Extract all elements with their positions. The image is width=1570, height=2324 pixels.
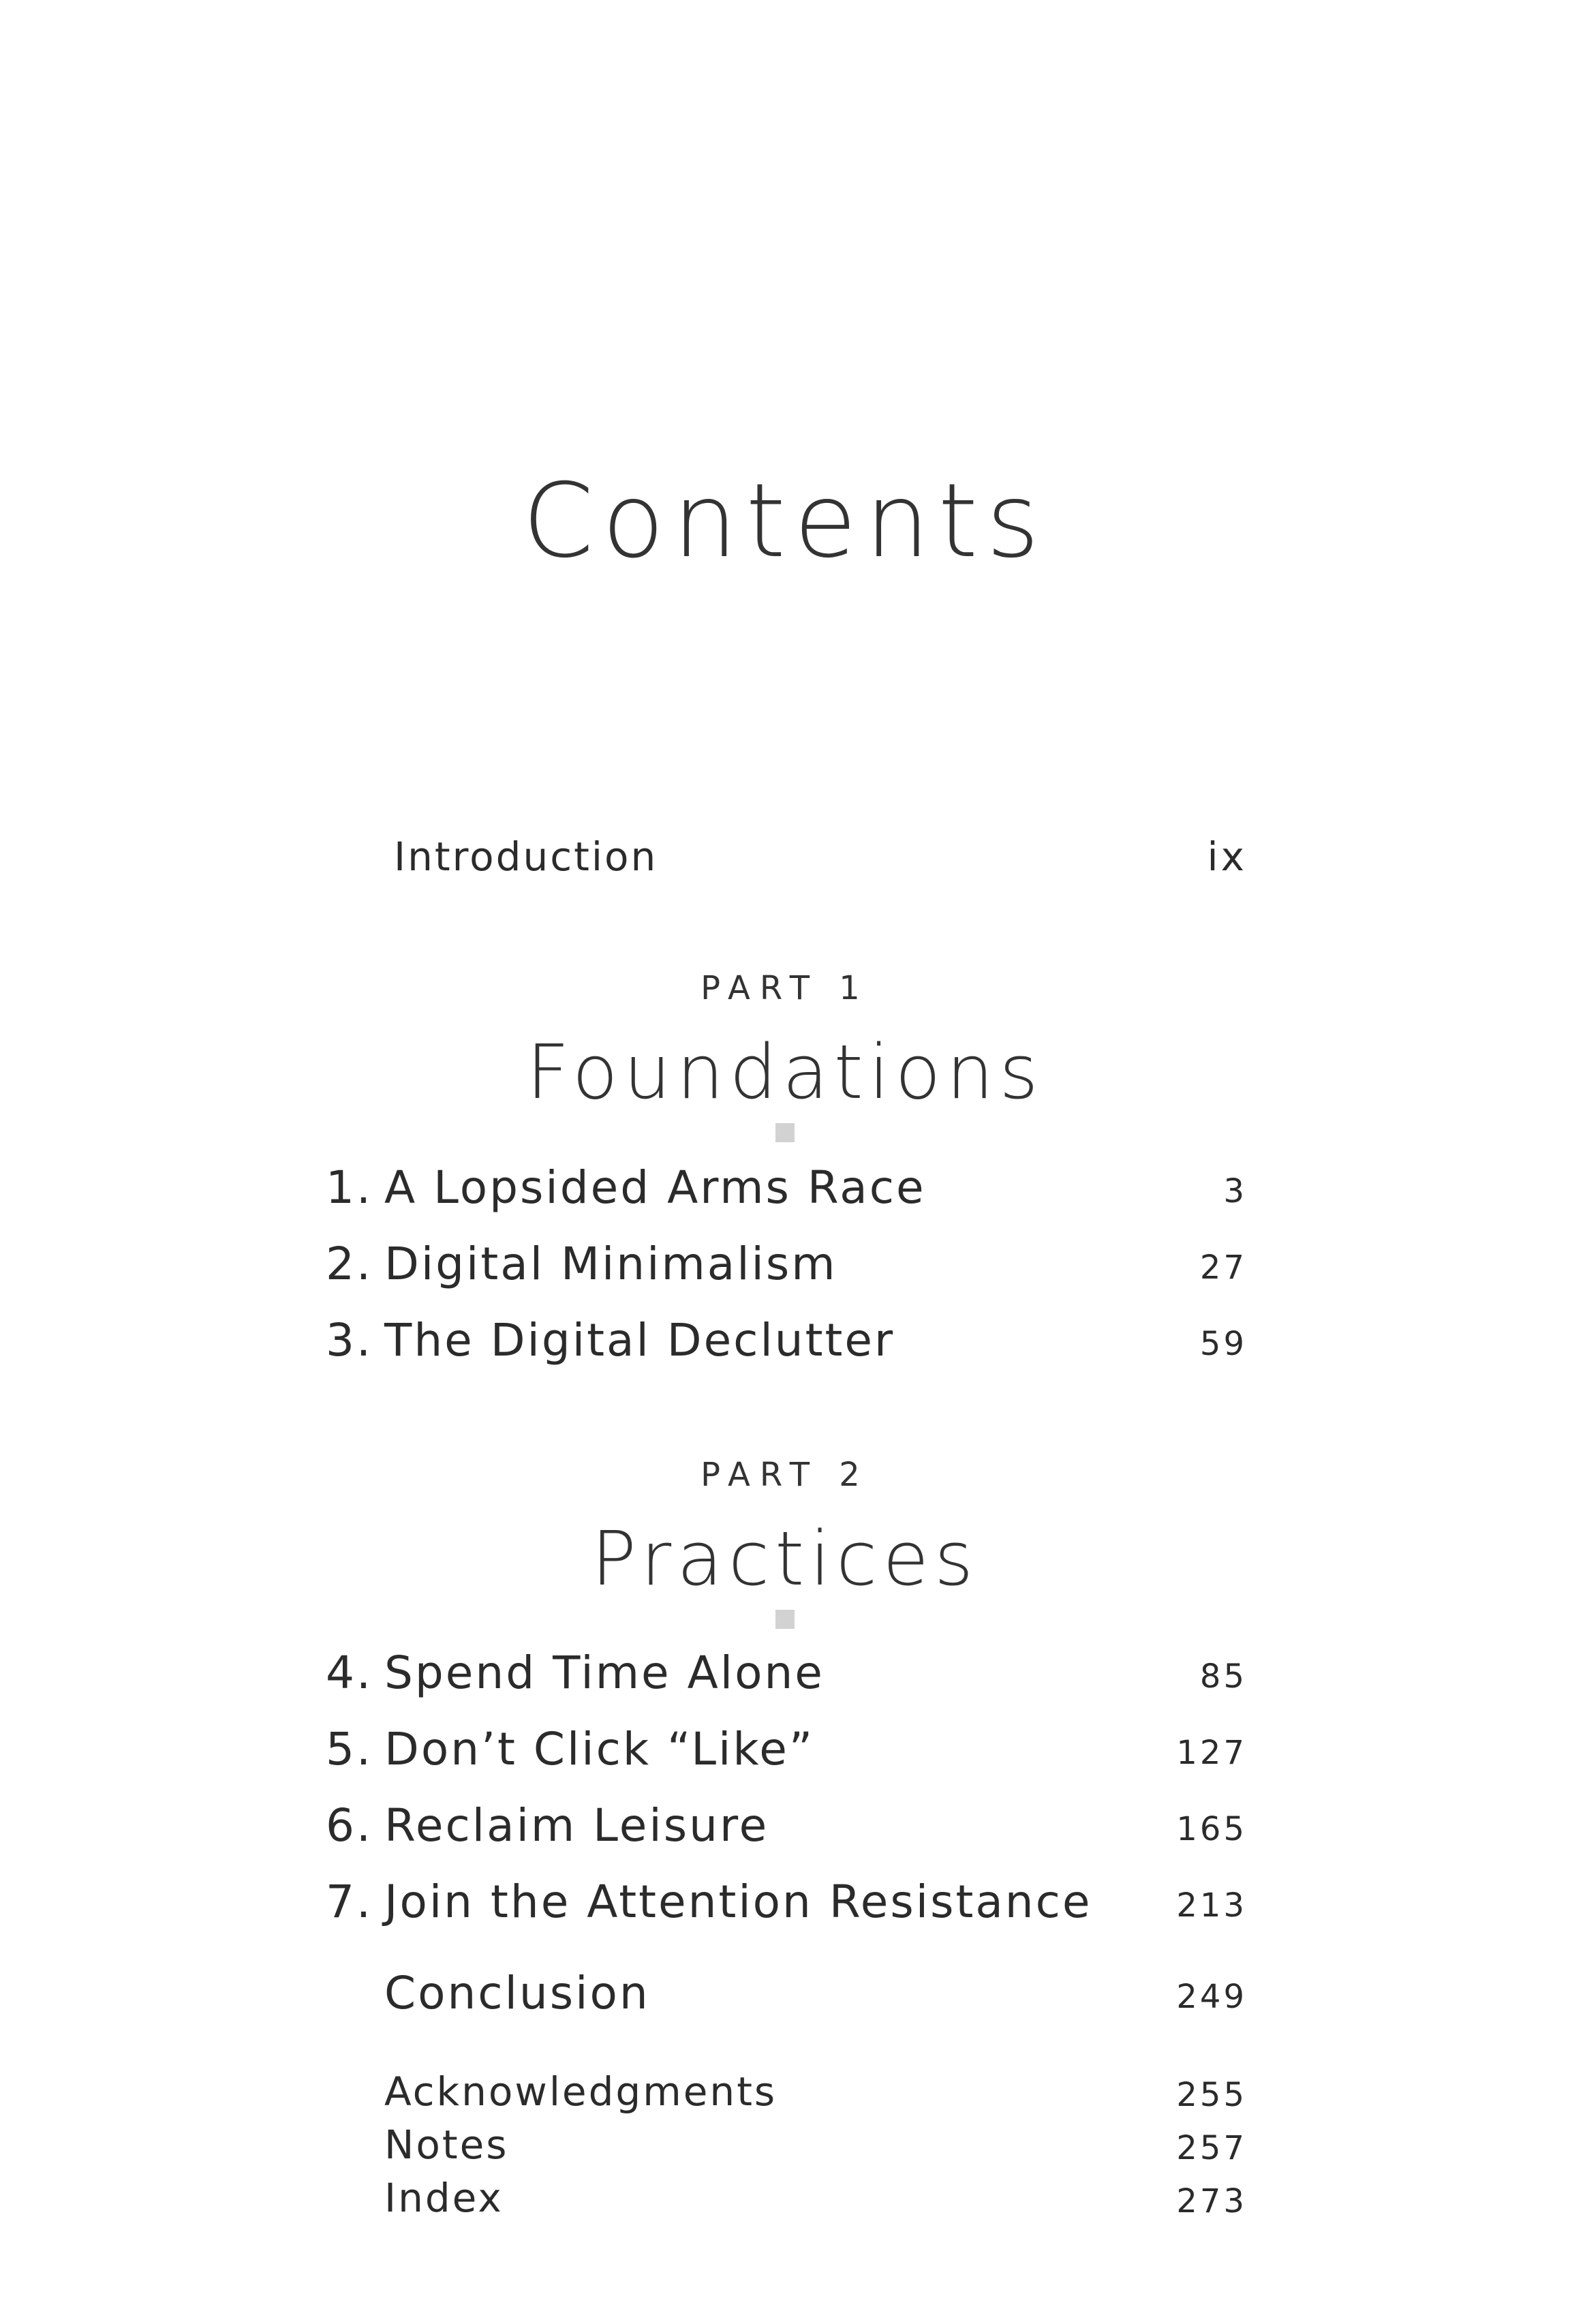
toc-notes-label[interactable]: Notes: [384, 2122, 509, 2168]
chapter-6-title[interactable]: Reclaim Leisure: [384, 1799, 769, 1852]
chapter-2-title[interactable]: Digital Minimalism: [384, 1238, 837, 1290]
chapter-7-page: 213: [1176, 1886, 1247, 1925]
chapter-5-title[interactable]: Don’t Click “Like”: [384, 1723, 815, 1775]
chapter-1-page: 3: [1223, 1172, 1247, 1210]
part-2-divider-square: [775, 1610, 795, 1629]
chapter-3-number: 3.: [326, 1314, 373, 1366]
toc-index-page: 273: [1176, 2182, 1247, 2220]
toc-introduction-page: ix: [1207, 834, 1247, 880]
chapter-3-title[interactable]: The Digital Declutter: [384, 1314, 895, 1366]
chapter-2-page: 27: [1199, 1249, 1247, 1287]
chapter-4-number: 4.: [326, 1647, 373, 1699]
chapter-7-number: 7.: [326, 1876, 373, 1928]
toc-acknowledgments-page: 255: [1176, 2076, 1247, 2114]
chapter-7-title[interactable]: Join the Attention Resistance: [384, 1876, 1092, 1928]
toc-notes-page: 257: [1176, 2129, 1247, 2167]
chapter-6-page: 165: [1176, 1810, 1247, 1848]
toc-conclusion-label[interactable]: Conclusion: [384, 1967, 650, 2019]
chapter-5-page: 127: [1176, 1734, 1247, 1772]
chapter-6-number: 6.: [326, 1799, 373, 1852]
toc-index-label[interactable]: Index: [384, 2175, 504, 2221]
toc-introduction-label[interactable]: Introduction: [394, 834, 658, 880]
chapter-3-page: 59: [1199, 1325, 1247, 1363]
part-1-title: Foundations: [526, 1028, 1044, 1116]
chapter-1-title[interactable]: A Lopsided Arms Race: [384, 1161, 926, 1214]
chapter-5-number: 5.: [326, 1723, 373, 1775]
toc-acknowledgments-label[interactable]: Acknowledgments: [384, 2068, 778, 2115]
toc-conclusion-page: 249: [1176, 1978, 1247, 2016]
chapter-1-number: 1.: [326, 1161, 373, 1214]
chapter-2-number: 2.: [326, 1238, 373, 1290]
chapter-4-title[interactable]: Spend Time Alone: [384, 1647, 825, 1699]
part-2-label: PART 2: [701, 1456, 869, 1494]
part-2-title: Practices: [591, 1515, 979, 1602]
part-1-divider-square: [775, 1123, 795, 1142]
part-1-label: PART 1: [701, 969, 869, 1007]
page-title: Contents: [522, 462, 1048, 581]
chapter-4-page: 85: [1199, 1657, 1247, 1696]
